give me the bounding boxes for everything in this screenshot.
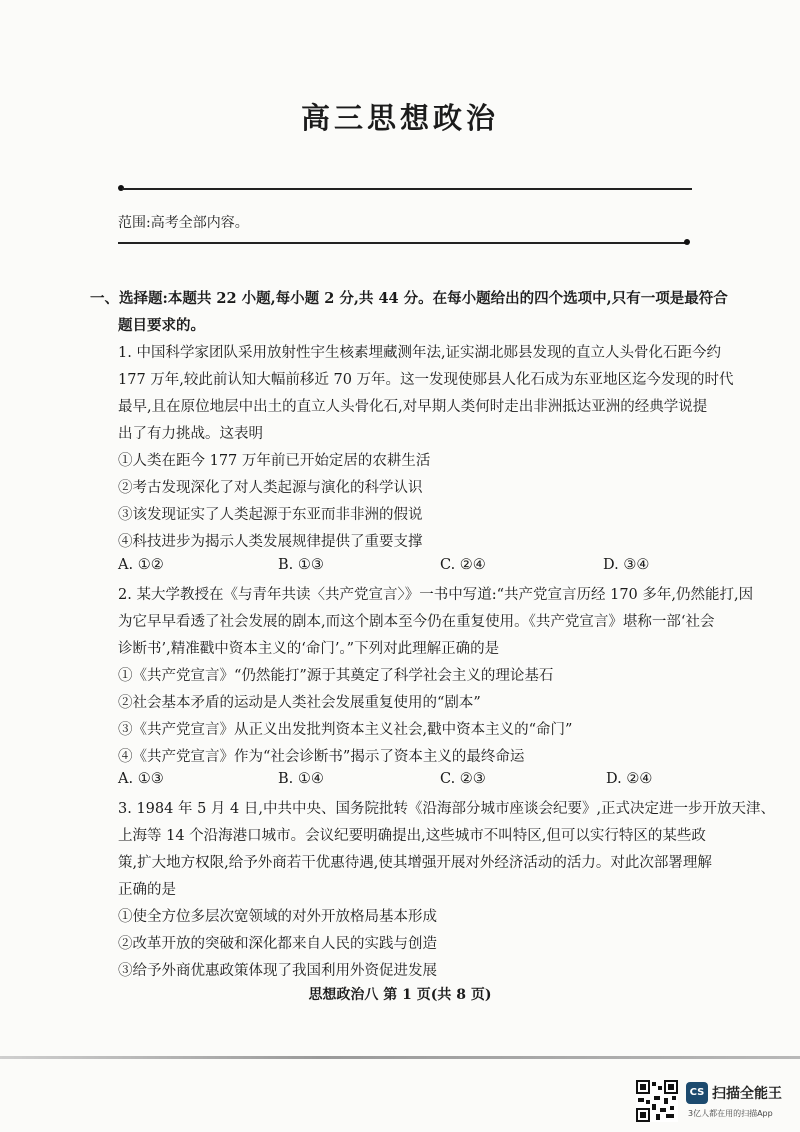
- top-rule: [122, 188, 692, 190]
- scope-text: 范围:高考全部内容。: [118, 215, 249, 231]
- scanner-brand: 扫描全能王: [712, 1086, 782, 1102]
- q1-item: ①人类在距今 177 万年前已开始定居的农耕生活: [118, 453, 431, 469]
- scanner-tagline: 3亿人都在用的扫描App: [688, 1109, 773, 1118]
- q2-stem-line: 为它早早看透了社会发展的剧本,而这个剧本至今仍在重复使用。《共产党宣言》堪称一部‘社会: [118, 614, 715, 630]
- section-heading-line2: 题目要求的。: [118, 317, 205, 334]
- q1-item: ③该发现证实了人类起源于东亚而非非洲的假说: [118, 507, 423, 523]
- q1-item: ②考古发现深化了对人类起源与演化的科学认识: [118, 480, 423, 496]
- q1-stem-line: 177 万年,较此前认知大幅前移近 70 万年。这一发现使郧县人化石成为东亚地区迄今发现的时代: [118, 372, 734, 388]
- q3-stem-line: 正确的是: [118, 882, 176, 898]
- scanner-watermark: [636, 1080, 796, 1124]
- q3-item: ①使全方位多层次宽领域的对外开放格局基本形成: [118, 909, 437, 925]
- section-heading-line1: 一、选择题:本题共 22 小题,每小题 2 分,共 44 分。在每小题给出的四个选项中,只有一项是最符合: [90, 290, 728, 307]
- q2-item: ②社会基本矛盾的运动是人类社会发展重复使用的“剧本”: [118, 695, 481, 711]
- camscanner-logo-icon: CS: [686, 1082, 708, 1104]
- q2-option-b: B. ①④: [278, 771, 324, 787]
- q3-item: ②改革开放的突破和深化都来自人民的实践与创造: [118, 936, 437, 952]
- page-footer: 思想政治八 第 1 页(共 8 页): [308, 987, 492, 1003]
- q2-option-a: A. ①③: [118, 771, 164, 787]
- q1-option-b: B. ①③: [278, 557, 324, 573]
- page-title: 高三思想政治: [300, 101, 499, 135]
- q2-item: ④《共产党宣言》作为“社会诊断书”揭示了资本主义的最终命运: [118, 749, 525, 765]
- q2-stem-line: 2. 某大学教授在《与青年共读〈共产党宣言〉》一书中写道:“共产党宣言历经 170 多年,仍然能打,因: [118, 587, 754, 603]
- q1-item: ④科技进步为揭示人类发展规律提供了重要支撑: [118, 534, 423, 550]
- q3-item: ③给予外商优惠政策体现了我国利用外资促进发展: [118, 963, 437, 979]
- q1-stem-line: 出了有力挑战。这表明: [118, 426, 263, 442]
- q1-stem-line: 1. 中国科学家团队采用放射性宇生核素埋藏测年法,证实湖北郧县发现的直立人头骨化石距今约: [118, 345, 722, 361]
- q3-stem-line: 上海等 14 个沿海港口城市。会议纪要明确提出,这些城市不叫特区,但可以实行特区的某些政: [118, 828, 706, 844]
- q2-item: ③《共产党宣言》从正义出发批判资本主义社会,戳中资本主义的“命门”: [118, 722, 573, 738]
- q2-option-d: D. ②④: [606, 771, 653, 787]
- q3-stem-line: 3. 1984 年 5 月 4 日,中共中央、国务院批转《沿海部分城市座谈会纪要》,正式决定进一步开放天津、: [118, 801, 776, 817]
- q2-item: ①《共产党宣言》“仍然能打”源于其奠定了科学社会主义的理论基石: [118, 668, 554, 684]
- q1-option-c: C. ②④: [440, 557, 486, 573]
- rule-dot-right: [684, 239, 690, 245]
- q1-option-a: A. ①②: [118, 557, 164, 573]
- scan-edge: [0, 1056, 800, 1059]
- q3-stem-line: 策,扩大地方权限,给予外商若干优惠待遇,使其增强开展对外经济活动的活力。对此次部署理解: [118, 855, 712, 871]
- q1-option-d: D. ③④: [603, 557, 650, 573]
- q1-stem-line: 最早,且在原位地层中出土的直立人头骨化石,对早期人类何时走出非洲抵达亚洲的经典学说提: [118, 399, 708, 415]
- q2-option-c: C. ②③: [440, 771, 486, 787]
- q2-stem-line: 诊断书’,精准戳中资本主义的‘命门’。”下列对此理解正确的是: [118, 641, 500, 657]
- bottom-rule: [118, 242, 688, 244]
- qr-code-icon: [636, 1080, 678, 1122]
